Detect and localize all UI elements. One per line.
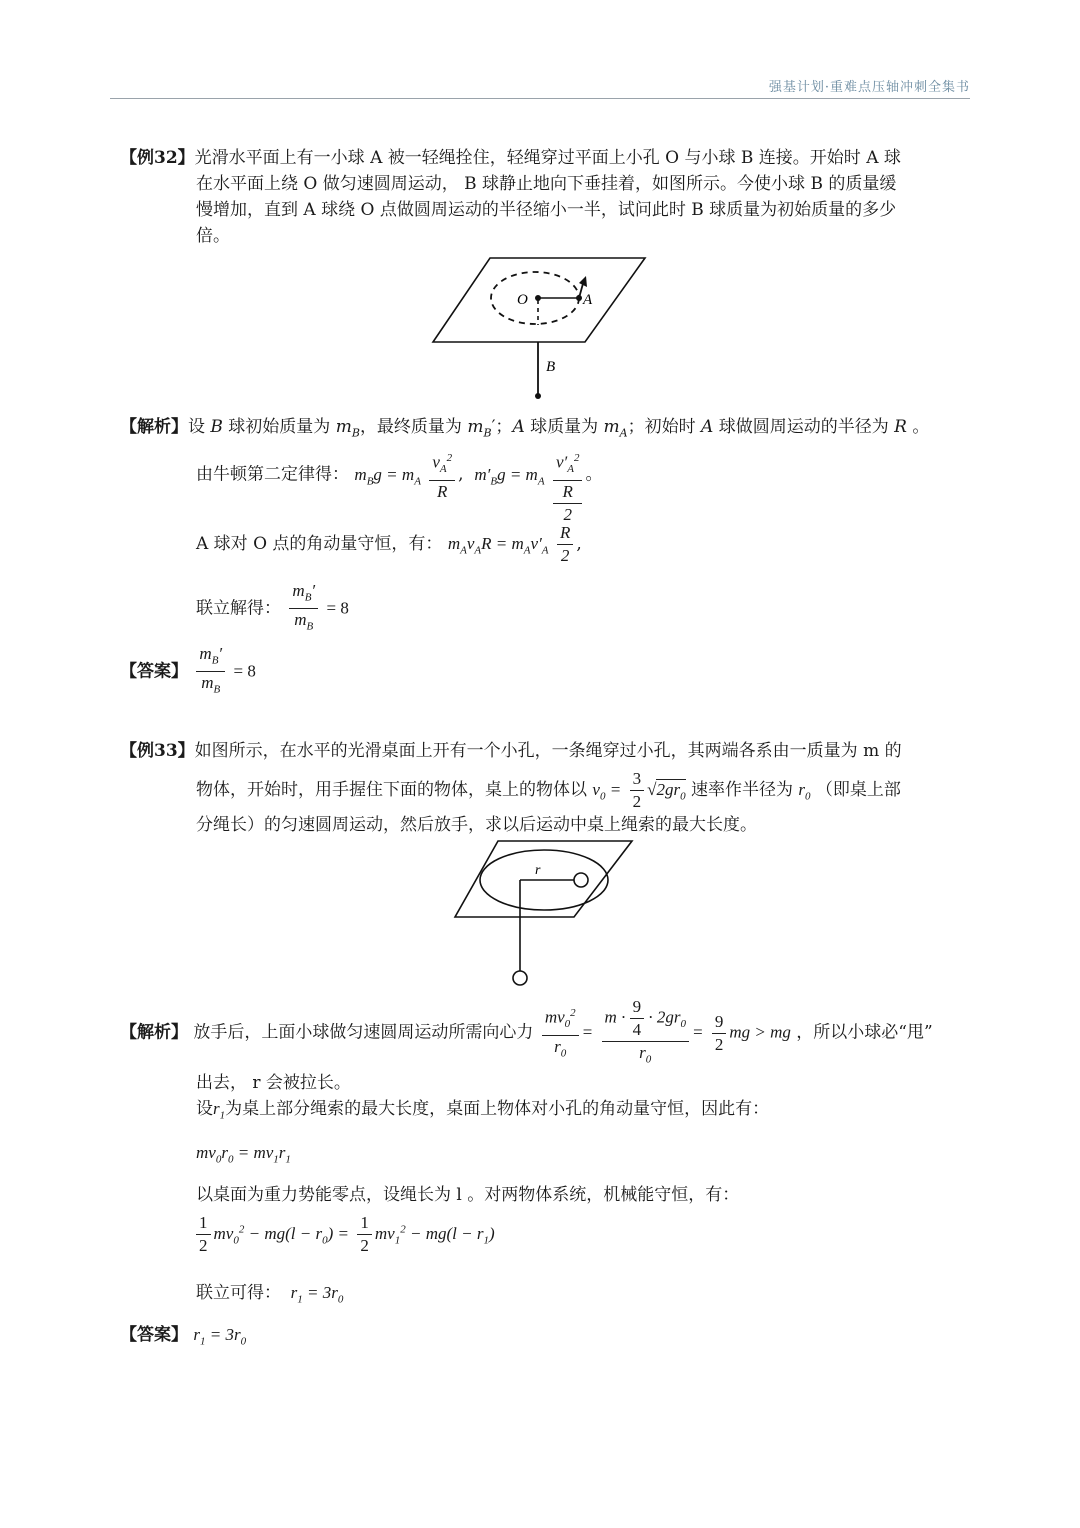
analysis-text: 放手后，上面小球做匀速圆周运动所需向心力 xyxy=(193,1022,534,1043)
problem-line: 倍。 xyxy=(196,226,230,246)
figure-plane-string xyxy=(425,250,655,405)
problem-text: （即桌上部 xyxy=(815,780,901,800)
analysis-text: 设 B 球初始质量为 $m_B$，最终质量为 $m_B'$；A 球质量为 $m_A$；初始时 A 球做圆周运动的半径为 R 。 xyxy=(188,417,930,440)
example-32-answer: 【答案】 $\frac{m_B'}{m_B}$ = 8 xyxy=(120,644,256,696)
answer-label: 【答案】 xyxy=(120,661,188,682)
figure-table-hole xyxy=(452,838,637,988)
energy-equation: $\frac{1}{2}$ $mv_0^2 - mg(l - r_0)$ = $\frac{1}{2}$ $mv_1^2 - mg(l - r_1)$ xyxy=(196,1212,495,1257)
problem-line: 光滑水平面上有一小球 A 被一轻绳拴住，轻绳穿过平面上小孔 O 与小球 B 连接。开始时 A 球 xyxy=(194,148,901,168)
example-label: 【例33】 xyxy=(120,741,195,761)
angular-momentum-equation: A 球对 O 点的角动量守恒，有： $m_Av_AR = m_Av'_A$ $\frac{R}{2}$ , xyxy=(196,523,582,565)
analysis-line: 出去， r 会被拉长。 xyxy=(196,1073,351,1093)
problem-line: 在水平面上绕 O 做匀速圆周运动， B 球静止地向下垂挂着，如图所示。今使小球 B 的质量缓 xyxy=(196,174,897,194)
label-A: A xyxy=(583,292,593,308)
page-header xyxy=(110,72,970,99)
answer-value: = 8 xyxy=(233,661,256,681)
analysis-text: 为桌上部分绳索的最大长度，桌面上物体对小孔的角动量守恒，因此有： xyxy=(225,1099,770,1119)
problem-text: 物体，开始时，用手握住下面的物体，桌上的物体以 xyxy=(196,780,587,800)
problem-line: 慢增加，直到 A 球绕 O 点做圆周运动的半径缩小一半，试问此时 B 球质量为初始质量的多少 xyxy=(196,200,897,220)
analysis-text: ，所以小球必“甩” xyxy=(796,1022,933,1043)
analysis-text: 设 xyxy=(196,1099,213,1119)
solve-text: 联立可得： xyxy=(196,1283,281,1303)
newton-text: 由牛顿第二定律得： xyxy=(196,464,349,485)
result-value: = 8 xyxy=(326,598,349,618)
label-O: O xyxy=(517,292,528,308)
problem-line: 分绳长）的匀速圆周运动，然后放手，求以后运动中桌上绳索的最大长度。 xyxy=(196,815,757,835)
energy-text: 以桌面为重力势能零点，设绳长为 l 。对两物体系统，机械能守恒，有： xyxy=(196,1185,740,1205)
example-33-answer: 【答案】 $r_1 = 3r_0$ xyxy=(120,1325,247,1348)
problem-text: 速率作半径为 xyxy=(690,780,793,800)
label-r: r xyxy=(535,863,541,878)
analysis-line-set: 设$r_1$为桌上部分绳索的最大长度，桌面上物体对小孔的角动量守恒，因此有： xyxy=(196,1099,770,1122)
example-33-line2: 物体，开始时，用手握住下面的物体，桌上的物体以 $v_0$ = $\frac{3}{2}$ $√2gr_0$ 速率作半径为 $r_0$ （即桌上部 xyxy=(196,769,901,811)
header-title: 强基计划·重难点压轴冲刺全集书 xyxy=(768,80,970,95)
example-32-problem xyxy=(120,145,980,249)
answer-label: 【答案】 xyxy=(120,1325,188,1345)
analysis-label: 【解析】 xyxy=(120,1022,188,1043)
solve-text: 联立解得： xyxy=(196,598,281,619)
example-33-problem xyxy=(120,738,980,764)
solve-equation: 联立解得： $\frac{m_B'}{m_B}$ = 8 xyxy=(196,581,349,633)
angmom-text: A 球对 O 点的角动量守恒，有： xyxy=(196,534,443,554)
analysis-label: 【解析】 xyxy=(120,417,188,437)
angular-momentum-equation: $mv_0r_0 = mv_1r_1$ xyxy=(196,1143,291,1166)
label-B: B xyxy=(546,359,556,375)
solve-line: 联立可得： $r_1 = 3r_0$ xyxy=(196,1283,344,1306)
example-label: 【例32】 xyxy=(120,148,195,168)
problem-line: 如图所示，在水平的光滑桌面上开有一个小孔，一条绳穿过小孔，其两端各系由一质量为 m 的 xyxy=(194,741,902,761)
example-33-analysis-line1: 【解析】 放手后，上面小球做匀速圆周运动所需向心力 $\frac{mv_0^2}{r_0}$ = m · $\frac{9}{4}$ · $2gr_0$ $r_0$ = $\frac{9}{2}$ mg > mg ，所以小球必“甩” xyxy=(120,997,933,1066)
newton-equation: 由牛顿第二定律得： $m_Bg = m_A$ $\frac{v_A^2}{R}$ , $m'_Bg = m_A$ $v'_A^2$ R 2 。 xyxy=(196,447,602,526)
example-32-analysis-line1 xyxy=(120,414,1000,446)
